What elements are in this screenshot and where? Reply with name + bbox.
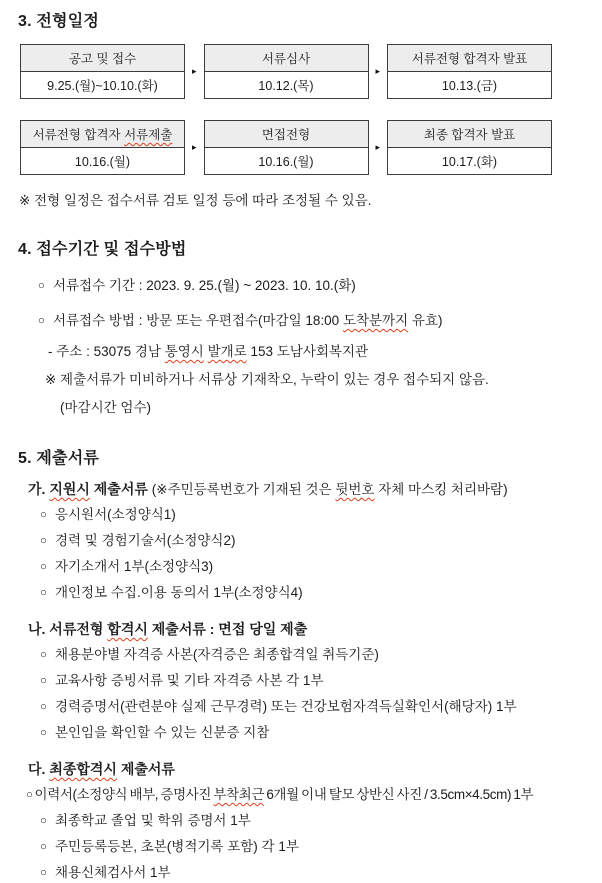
schedule-box-document-pass-announce (387, 44, 552, 99)
misspell-underline-text: 통영시 (164, 344, 204, 359)
schedule-box-date: 10.16.(월) (258, 155, 314, 169)
circle-bullet-icon: ○ (40, 675, 47, 687)
circle-bullet-icon: ○ (40, 727, 47, 739)
item-text: 자기소개서 1부(소정양식3) (54, 559, 214, 574)
subsection-b-heading (28, 619, 584, 639)
line-text: 서류접수 기간 : 2023. 9. 25.(월) ~ 2023. 10. 10.(화) (52, 278, 356, 293)
circle-bullet-icon: ○ (40, 867, 47, 879)
item-text: 본인임을 확인할 수 있는 신분증 지참 (54, 725, 270, 740)
item-text: 경력증명서(관련분야 실제 근무경력) 또는 건강보험자격득실확인서(해당자) 1부 (54, 699, 517, 714)
document-item (26, 786, 584, 805)
schedule-box-header: 서류전형 합격자 발표 (388, 45, 551, 72)
schedule-box-header (21, 121, 184, 148)
application-period-line (38, 274, 584, 294)
misspell-underline-text: 도착분까지 (342, 313, 409, 328)
flow-arrow-icon: ▸ (191, 142, 197, 152)
document-item (40, 838, 584, 857)
heading-text: 제출서류 (116, 761, 175, 777)
circle-bullet-icon: ○ (38, 315, 45, 327)
line-text: 153 도남사회복지관 (246, 344, 369, 359)
line-text: - 주소 : 53075 경남 (48, 344, 165, 359)
document-item (40, 864, 584, 883)
misspell-underline-text: 지원시 (49, 481, 90, 497)
schedule-box-date: 9.25.(월)~10.10.(화) (47, 79, 158, 93)
document-item (40, 558, 584, 577)
misspell-underline-text: 발개로 (207, 344, 247, 359)
schedule-box-header: 서류심사 (205, 45, 368, 72)
heading-text: 나. 서류전형 (28, 621, 108, 637)
item-text: 주민등록등본, 초본(병적기록 포함) 각 1부 (54, 839, 299, 854)
flow-arrow-icon: ▸ (375, 66, 381, 76)
item-text: 응시원서(소정양식1) (54, 507, 176, 522)
heading-text: 가. (28, 481, 50, 497)
circle-bullet-icon: ○ (40, 535, 47, 547)
circle-bullet-icon: ○ (26, 789, 33, 801)
section4-title: 4. 접수기간 및 접수방법 (18, 241, 187, 258)
schedule-box-date: 10.13.(금) (441, 79, 498, 93)
application-method-line (38, 309, 584, 329)
deadline-note: (마감시간 엄수) (60, 400, 151, 415)
schedule-box-final-announce (387, 120, 552, 175)
circle-bullet-icon: ○ (40, 561, 47, 573)
circle-bullet-icon: ○ (40, 841, 47, 853)
document-item (40, 646, 584, 665)
document-item (40, 532, 584, 551)
misspell-underline-text: 합격시 (107, 621, 148, 637)
header-text: 서류전형 합격자 (32, 128, 125, 142)
item-text: 개인정보 수집.이용 동의서 1부(소정양식4) (54, 585, 303, 600)
circle-bullet-icon: ○ (38, 280, 45, 292)
document-item (40, 506, 584, 525)
schedule-flow-row2 (20, 120, 552, 175)
misspell-underline-text: 부착최근 (213, 787, 264, 802)
subsection-c-heading (28, 759, 584, 779)
section3-title: 3. 전형일정 (18, 13, 100, 30)
line-text: 서류접수 방법 : 방문 또는 우편접수(마감일 18:00 (52, 313, 343, 328)
line-text: 유효) (408, 313, 443, 328)
schedule-box-interview (204, 120, 369, 175)
schedule-box-date: 10.17.(화) (441, 155, 498, 169)
schedule-box-header: 공고 및 접수 (21, 45, 184, 72)
document-item (40, 812, 584, 831)
heading-text: 다. (28, 761, 50, 777)
circle-bullet-icon: ○ (40, 509, 47, 521)
circle-bullet-icon: ○ (40, 587, 47, 599)
address-line (48, 340, 584, 360)
section5-title: 5. 제출서류 (18, 450, 100, 467)
heading-text: 제출서류 : 면접 당일 제출 (147, 621, 308, 637)
misspell-underline-text: 뒷번호 (335, 482, 375, 497)
circle-bullet-icon: ○ (40, 815, 47, 827)
item-text: 6개월 이내 탈모 상반신 사진 / 3.5cm×4.5cm) 1부 (263, 787, 534, 802)
schedule-box-document-submit (20, 120, 185, 175)
schedule-box-announcement (20, 44, 185, 99)
paren-text: 자체 마스킹 처리바람) (374, 482, 508, 497)
incomplete-documents-note: ※ 제출서류가 미비하거나 서류상 기재착오, 누락이 있는 경우 접수되지 않음. (45, 372, 489, 387)
schedule-box-header: 면접전형 (205, 121, 368, 148)
item-text: 경력 및 경험기술서(소정양식2) (54, 533, 236, 548)
flow-arrow-icon: ▸ (375, 142, 381, 152)
paren-text: (※주민등록번호가 기재된 것은 (151, 482, 336, 497)
flow-arrow-icon: ▸ (191, 66, 197, 76)
item-text: 채용분야별 자격증 사본(자격증은 최종합격일 취득기준) (54, 647, 379, 662)
misspell-underline-text: 서류제출 (124, 128, 173, 142)
schedule-box-document-review (204, 44, 369, 99)
item-text: 이력서(소정양식 배부, 증명사진 (34, 787, 214, 802)
schedule-note: ※ 전형 일정은 접수서류 검토 일정 등에 따라 조정될 수 있음. (19, 193, 372, 208)
misspell-underline-text: 최종합격시 (49, 761, 117, 777)
schedule-flow-row1 (20, 44, 552, 99)
circle-bullet-icon: ○ (40, 701, 47, 713)
circle-bullet-icon: ○ (40, 649, 47, 661)
item-text: 교육사항 증빙서류 및 기타 자격증 사본 각 1부 (54, 673, 324, 688)
schedule-box-date: 10.12.(목) (258, 79, 314, 93)
item-text: 채용신체검사서 1부 (54, 865, 171, 880)
schedule-box-header: 최종 합격자 발표 (388, 121, 551, 148)
document-item (40, 672, 584, 691)
heading-text: 제출서류 (89, 481, 152, 497)
document-item (40, 724, 584, 743)
subsection-a-heading (28, 478, 584, 499)
document-item (40, 584, 584, 603)
heading-paren-text (152, 482, 508, 497)
item-text: 최종학교 졸업 및 학위 증명서 1부 (54, 813, 251, 828)
document-item (40, 698, 584, 717)
schedule-box-date: 10.16.(월) (74, 155, 131, 169)
